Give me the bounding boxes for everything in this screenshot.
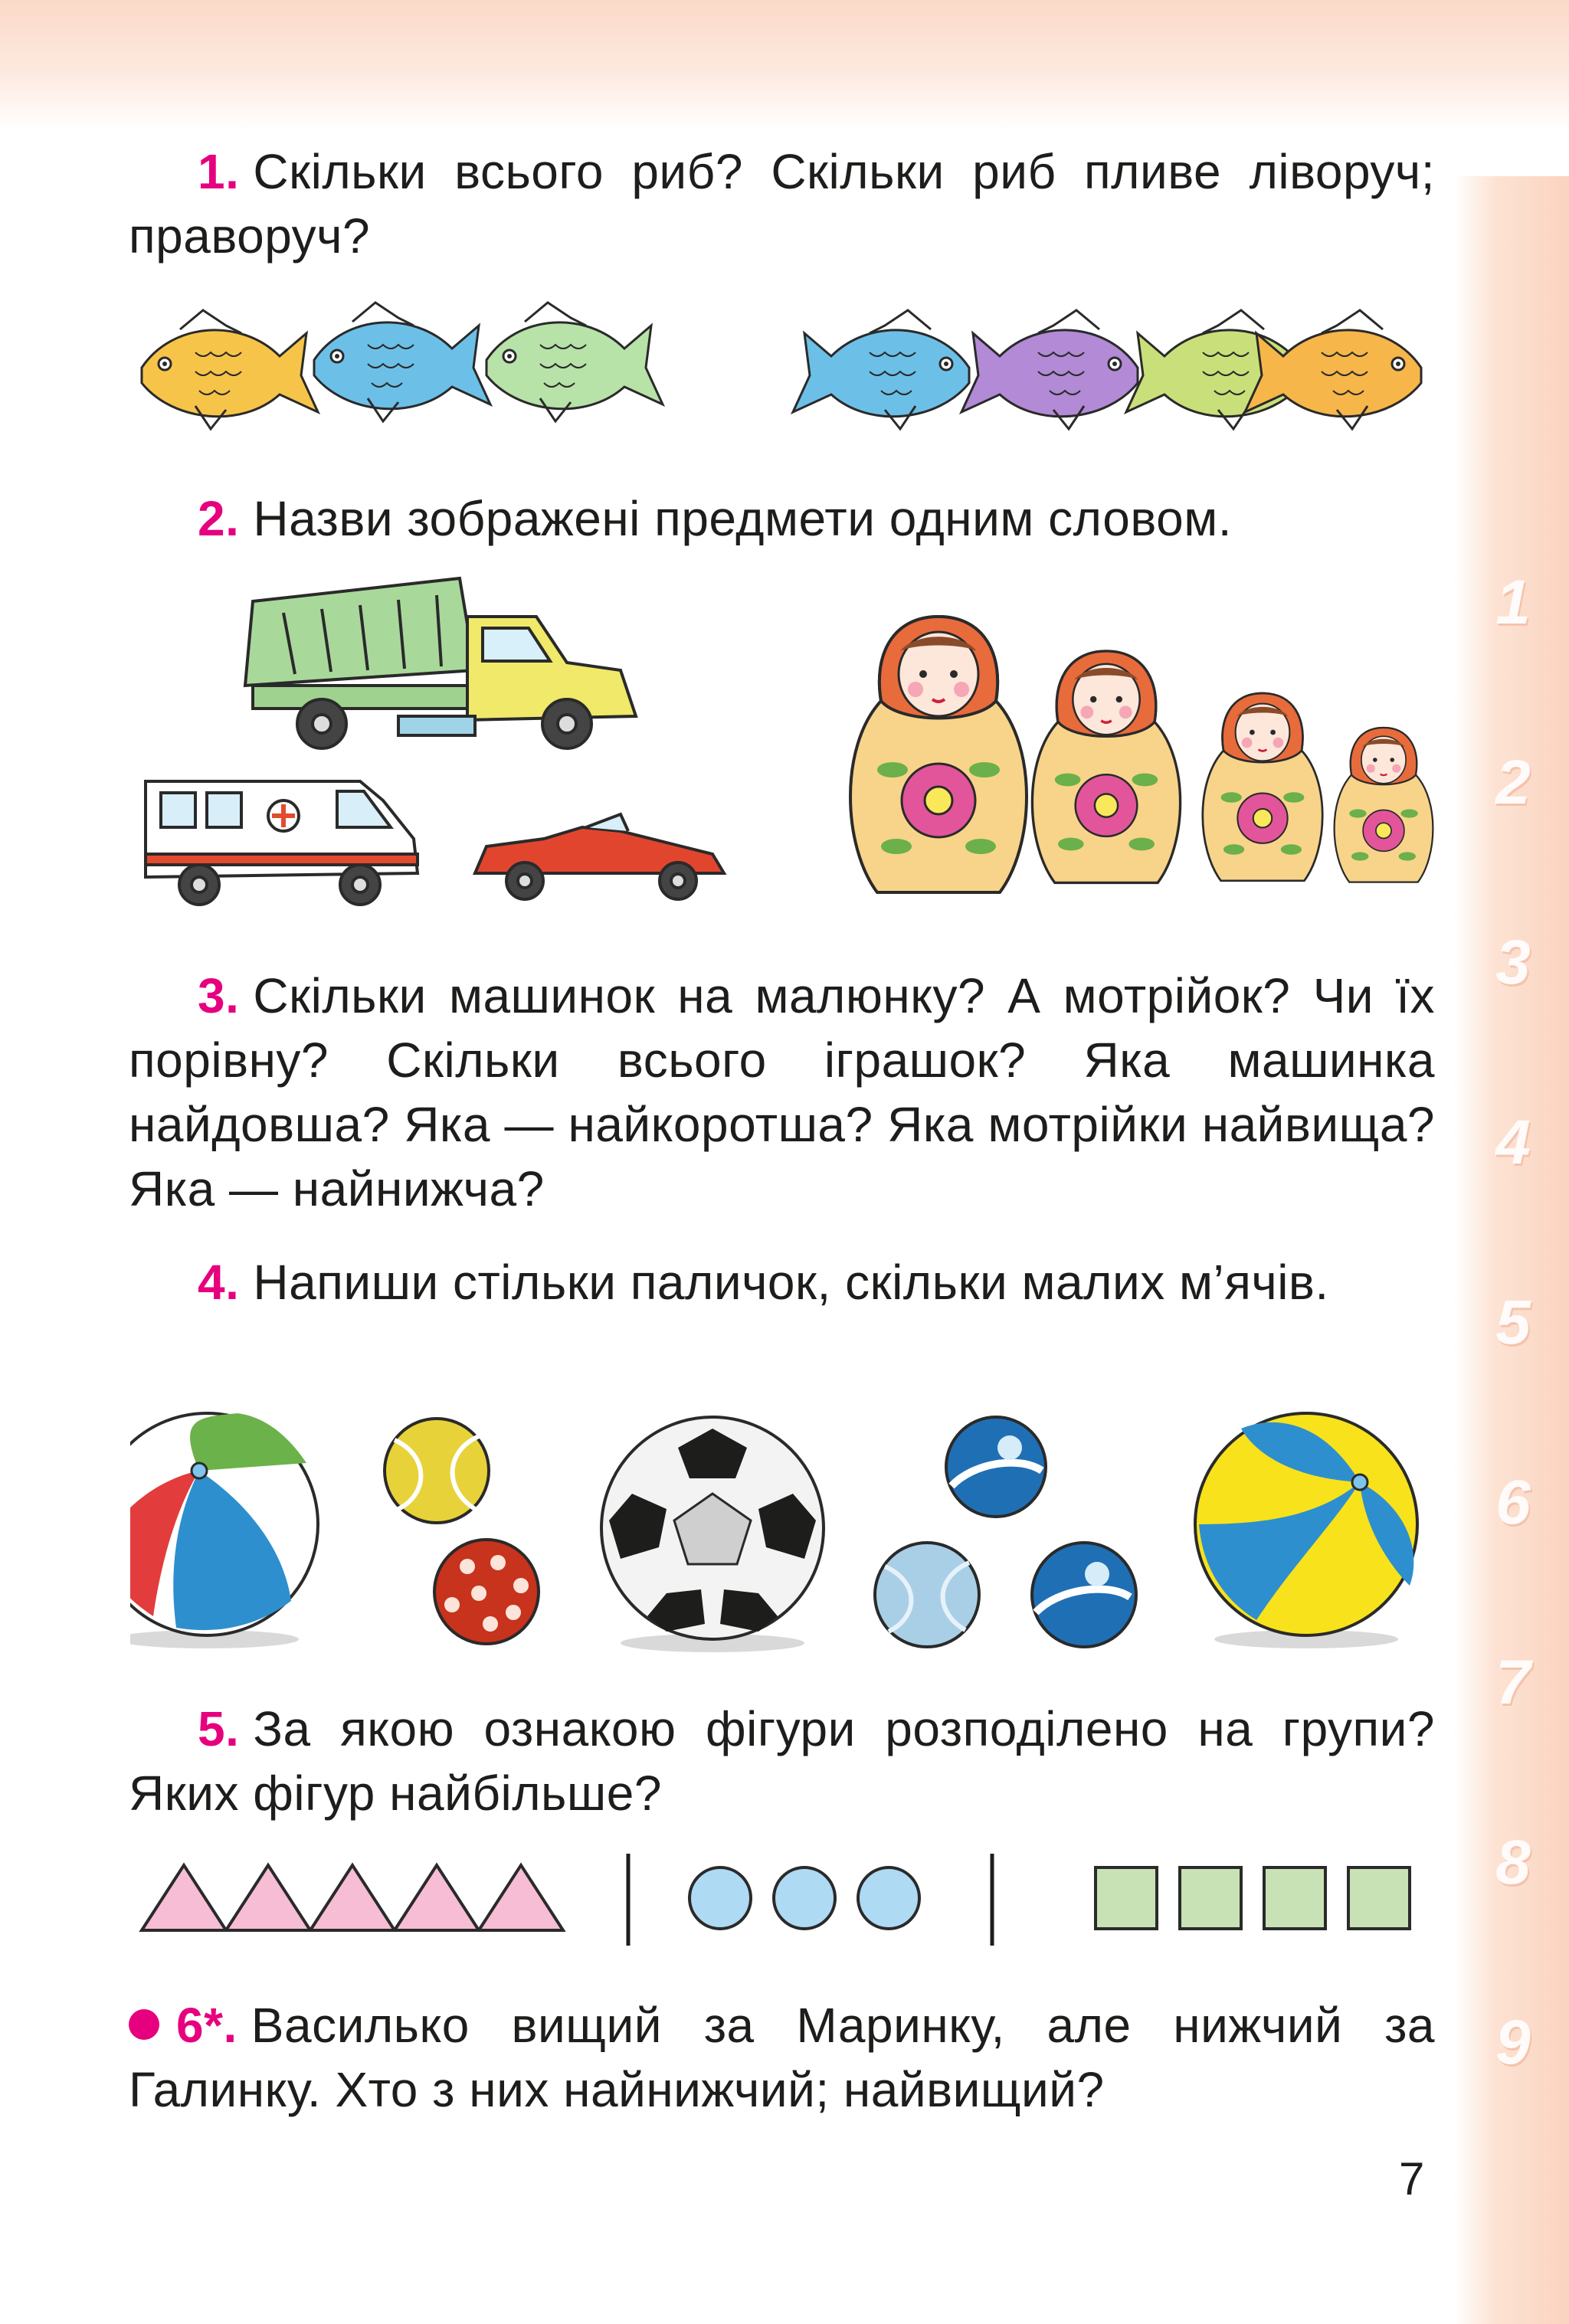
circle-shape bbox=[858, 1867, 919, 1929]
ball-icon bbox=[434, 1540, 539, 1644]
square-shape bbox=[1348, 1867, 1410, 1929]
matryoshka-icon bbox=[1203, 693, 1322, 881]
circle-shape bbox=[690, 1867, 751, 1929]
top-band bbox=[0, 0, 1569, 130]
task-text: За якою ознакою фігури розподілено на групи? Яких фігур найбільше? bbox=[129, 1701, 1435, 1821]
balls-illustration bbox=[130, 1394, 1448, 1655]
task-text: Василько вищий за Маринку, але нижчий за Галинку. Хто з них найнижчий; найвищий? bbox=[129, 1998, 1435, 2117]
task-2 bbox=[129, 486, 1435, 551]
triangle-shape bbox=[395, 1865, 479, 1930]
task-number: 4. bbox=[198, 1255, 240, 1310]
task-4 bbox=[129, 1250, 1435, 1314]
task-number: 6*. bbox=[176, 1998, 237, 2053]
task-text: Напиши стільки паличок, скільки малих м’ячів. bbox=[253, 1255, 1329, 1310]
ambulance-icon bbox=[146, 781, 418, 905]
side-number: 1 bbox=[1495, 568, 1531, 637]
task-number: 5. bbox=[198, 1701, 240, 1756]
task-1 bbox=[129, 139, 1435, 268]
task-text: Назви зображені предмети одним словом. bbox=[253, 491, 1232, 546]
matryoshka-icon bbox=[850, 617, 1027, 892]
task-5 bbox=[129, 1697, 1435, 1825]
matryoshka-icon bbox=[1335, 728, 1433, 882]
fish-icon bbox=[793, 310, 969, 429]
ball-icon bbox=[130, 1413, 318, 1648]
task-number: 2. bbox=[198, 491, 240, 546]
square-shape bbox=[1096, 1867, 1157, 1929]
page-number: 7 bbox=[1399, 2153, 1425, 2205]
side-number: 8 bbox=[1495, 1828, 1531, 1897]
triangle-shape bbox=[226, 1865, 310, 1930]
ball-icon bbox=[875, 1543, 979, 1647]
ball-icon bbox=[385, 1419, 489, 1523]
toys-illustration bbox=[130, 571, 1448, 923]
convertible-car-icon bbox=[475, 814, 724, 899]
ball-icon bbox=[946, 1417, 1046, 1517]
circle-shape bbox=[774, 1867, 835, 1929]
task-text: Скільки машинок на малюнку? А мотрійок? Чи їх порівну? Скільки всього іграшок? Яка машинка найдовша? Яка — найкоротша? Яка мотрійки найвища? Яка — найнижча? bbox=[129, 968, 1435, 1216]
chapter-tab-strip bbox=[1454, 176, 1569, 2324]
task-3 bbox=[129, 964, 1435, 1221]
fish-icon bbox=[486, 303, 663, 421]
fish-icon bbox=[1245, 310, 1421, 429]
shapes-illustration bbox=[130, 1846, 1448, 1961]
ball-icon bbox=[601, 1417, 824, 1652]
square-shape bbox=[1180, 1867, 1241, 1929]
fish-icon bbox=[961, 310, 1138, 429]
task-text: Скільки всього риб? Скільки риб пливе ліворуч; праворуч? bbox=[129, 144, 1435, 263]
bullet-dot-icon bbox=[129, 2009, 159, 2040]
task-6 bbox=[129, 1993, 1435, 2122]
side-number: 5 bbox=[1495, 1288, 1531, 1357]
dump-truck-icon bbox=[245, 578, 636, 748]
triangle-shape bbox=[310, 1865, 395, 1930]
triangle-shape bbox=[142, 1865, 226, 1930]
side-number: 4 bbox=[1495, 1108, 1531, 1177]
matryoshka-icon bbox=[1032, 651, 1180, 882]
side-number: 3 bbox=[1495, 928, 1531, 997]
fish-illustration bbox=[123, 291, 1440, 452]
task-number: 3. bbox=[198, 968, 240, 1023]
side-number: 6 bbox=[1495, 1468, 1531, 1537]
side-number: 9 bbox=[1495, 2008, 1531, 2077]
fish-icon bbox=[142, 310, 318, 429]
side-number: 7 bbox=[1495, 1648, 1531, 1717]
triangle-shape bbox=[479, 1865, 563, 1930]
side-number: 2 bbox=[1495, 748, 1531, 817]
fish-icon bbox=[314, 303, 490, 421]
task-number: 1. bbox=[198, 144, 240, 199]
ball-icon bbox=[1195, 1413, 1417, 1648]
ball-icon bbox=[1032, 1543, 1136, 1647]
square-shape bbox=[1264, 1867, 1325, 1929]
